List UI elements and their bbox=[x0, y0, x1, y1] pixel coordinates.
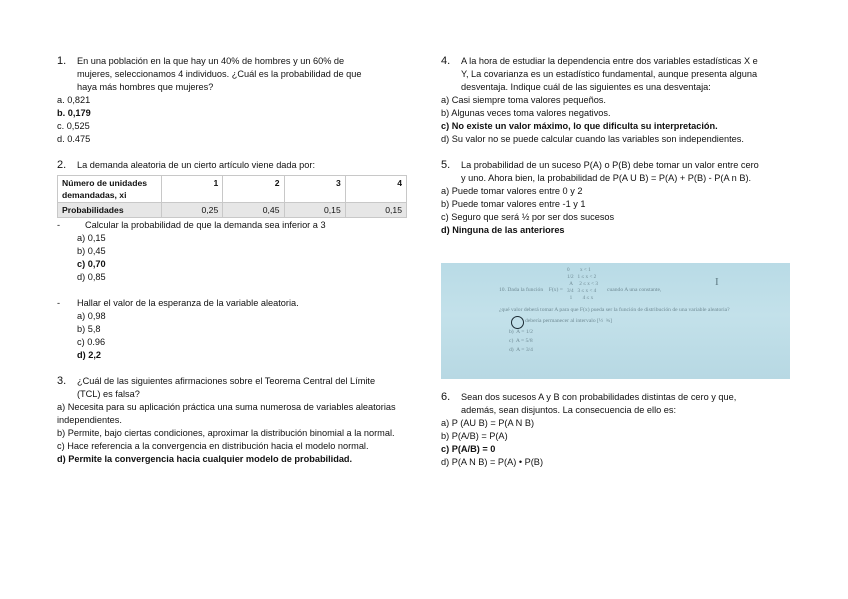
option-c-correct: c) No existe un valor máximo, lo que dificulta su interpretación. bbox=[441, 121, 718, 131]
option-d-correct: d) Ninguna de las anteriores bbox=[441, 225, 565, 235]
question-line: mujeres, seleccionamos 4 individuos. ¿Cuál es la probabilidad de que bbox=[77, 69, 362, 79]
question-text bbox=[77, 55, 407, 94]
option-a: a) Necesita para su aplicación práctica una suma numerosa de variables aleatorias independientes. bbox=[57, 402, 396, 425]
option-c: c. 0,525 bbox=[57, 121, 90, 131]
option-b: b) 0,45 bbox=[77, 246, 106, 256]
option-a: a. 0,821 bbox=[57, 95, 91, 105]
photo-option-a: debería permanecer al intervalo [½ ¾] bbox=[525, 318, 612, 324]
option-b: b) Algunas veces toma valores negativos. bbox=[441, 108, 611, 118]
question-line: Y, La covarianza es un estadístico fundamental, aunque presenta alguna bbox=[461, 69, 758, 79]
question-number: 1. bbox=[57, 55, 67, 67]
table-cell: 3 bbox=[284, 176, 345, 203]
question-number: 3. bbox=[57, 375, 67, 387]
question-text bbox=[77, 375, 407, 401]
option-a: a) P (AU B) = P(A N B) bbox=[441, 418, 535, 428]
option-c: c) 0.96 bbox=[77, 337, 106, 347]
question-line: A la hora de estudiar la dependencia entre dos variables estadísticas X e bbox=[461, 56, 758, 66]
photo-option-d: d) A = 3/4 bbox=[509, 347, 533, 353]
subquestion-text: Calcular la probabilidad de que la demanda sea inferior a 3 bbox=[85, 220, 326, 230]
option-c: c) Hace referencia a la convergencia en distribución hacia el modelo normal. bbox=[57, 441, 369, 451]
question-1 bbox=[57, 55, 407, 146]
photo-text-line: 10. Dada la función F(x) = bbox=[499, 287, 563, 293]
option-c-correct: c) P(A/B) = 0 bbox=[441, 444, 496, 454]
photo-text-line: cuando A una constante, bbox=[607, 287, 662, 293]
table-cell: 0,25 bbox=[162, 203, 223, 218]
table-row bbox=[58, 203, 407, 218]
table-cell: 0,15 bbox=[345, 203, 406, 218]
option-d: d) Su valor no se puede calcular cuando las variables son independientes. bbox=[441, 134, 744, 144]
embedded-photo bbox=[441, 263, 790, 379]
photo-option-b: b) A = 1/2 bbox=[509, 329, 533, 335]
photo-option-c: c) A = 5/8 bbox=[509, 338, 533, 344]
option-c-correct: c) 0,70 bbox=[77, 259, 106, 269]
option-a: a) 0,98 bbox=[77, 311, 106, 321]
question-5 bbox=[441, 159, 791, 237]
option-a: a) Casi siempre toma valores pequeños. bbox=[441, 95, 606, 105]
question-line: ¿Cuál de las siguientes afirmaciones sobre el Teorema Central del Límite bbox=[77, 376, 376, 386]
options-list bbox=[77, 232, 407, 284]
dash-bullet: - bbox=[57, 298, 61, 308]
demand-table bbox=[57, 175, 407, 218]
table-cell: 1 bbox=[162, 176, 223, 203]
option-d-correct: d) 2,2 bbox=[77, 350, 101, 360]
question-number: 6. bbox=[441, 391, 451, 403]
question-text bbox=[461, 55, 791, 94]
option-b: b) 5,8 bbox=[77, 324, 101, 334]
right-column bbox=[441, 55, 791, 237]
table-cell: 0,15 bbox=[284, 203, 345, 218]
option-d: d) P(A N B) = P(A) • P(B) bbox=[441, 457, 543, 467]
table-header-cell: Número de unidades demandadas, xi bbox=[58, 176, 162, 203]
question-line: En una población en la que hay un 40% de hombres y un 60% de bbox=[77, 56, 345, 66]
left-column bbox=[57, 55, 407, 466]
question-line: La probabilidad de un suceso P(A) o P(B) debe tomar un valor entre cero bbox=[461, 160, 759, 170]
question-line: Sean dos sucesos A y B con probabilidades distintas de cero y que, bbox=[461, 392, 737, 402]
question-line: (TCL) es falsa? bbox=[77, 389, 140, 399]
subquestion-2 bbox=[57, 297, 407, 362]
table-header-cell: Probabilidades bbox=[58, 203, 162, 218]
table-cell: 0,45 bbox=[223, 203, 284, 218]
option-a: a) 0,15 bbox=[77, 233, 106, 243]
question-6 bbox=[441, 391, 791, 469]
dash-bullet: - bbox=[57, 220, 61, 230]
question-number: 2. bbox=[57, 159, 67, 171]
photo-piecewise: 0 x < 1 1/2 1 ≤ x < 2 A 2 ≤ x < 3 3/4 3 ≤ x < 4 1 4 ≤ x bbox=[567, 267, 598, 301]
table-row bbox=[58, 176, 407, 203]
question-3 bbox=[57, 375, 407, 466]
photo-question-line: ¿qué valor deberá tomar A para que F(x) pueda ser la función de distribución de una variable aleatoria? bbox=[499, 307, 730, 313]
right-column-lower bbox=[441, 391, 791, 469]
option-c: c) Seguro que será ½ por ser dos sucesos bbox=[441, 212, 615, 222]
question-4 bbox=[441, 55, 791, 146]
table-cell: 4 bbox=[345, 176, 406, 203]
question-line: haya más hombres que mujeres? bbox=[77, 82, 214, 92]
table-cell: 2 bbox=[223, 176, 284, 203]
circle-mark-icon bbox=[511, 316, 524, 329]
option-a: a) Puede tomar valores entre 0 y 2 bbox=[441, 186, 583, 196]
question-text: La demanda aleatoria de un cierto artículo viene dada por: bbox=[77, 160, 316, 170]
text-cursor-icon: I bbox=[715, 276, 719, 288]
option-b-correct: b. 0,179 bbox=[57, 108, 91, 118]
option-d: d. 0.475 bbox=[57, 134, 91, 144]
option-b: b) Puede tomar valores entre -1 y 1 bbox=[441, 199, 586, 209]
question-text bbox=[461, 391, 791, 417]
question-line: y uno. Ahora bien, la probabilidad de P(A U B) = P(A) + P(B) - P(A n B). bbox=[461, 173, 752, 183]
option-b: b) P(A/B) = P(A) bbox=[441, 431, 508, 441]
option-d: d) 0,85 bbox=[77, 272, 106, 282]
question-2 bbox=[57, 159, 407, 362]
option-b: b) Permite, bajo ciertas condiciones, aproximar la distribución binomial a la normal. bbox=[57, 428, 395, 438]
question-text bbox=[461, 159, 791, 185]
option-d-correct: d) Permite la convergencia hacia cualquier modelo de probabilidad. bbox=[57, 454, 353, 464]
subquestion-1 bbox=[57, 219, 407, 284]
question-line: desventaja. Indique cuál de las siguientes es una desventaja: bbox=[461, 82, 711, 92]
question-number: 5. bbox=[441, 159, 451, 171]
options-list bbox=[77, 310, 407, 362]
question-number: 4. bbox=[441, 55, 451, 67]
subquestion-text: Hallar el valor de la esperanza de la variable aleatoria. bbox=[77, 298, 299, 308]
question-line: además, sean disjuntos. La consecuencia de ello es: bbox=[461, 405, 677, 415]
